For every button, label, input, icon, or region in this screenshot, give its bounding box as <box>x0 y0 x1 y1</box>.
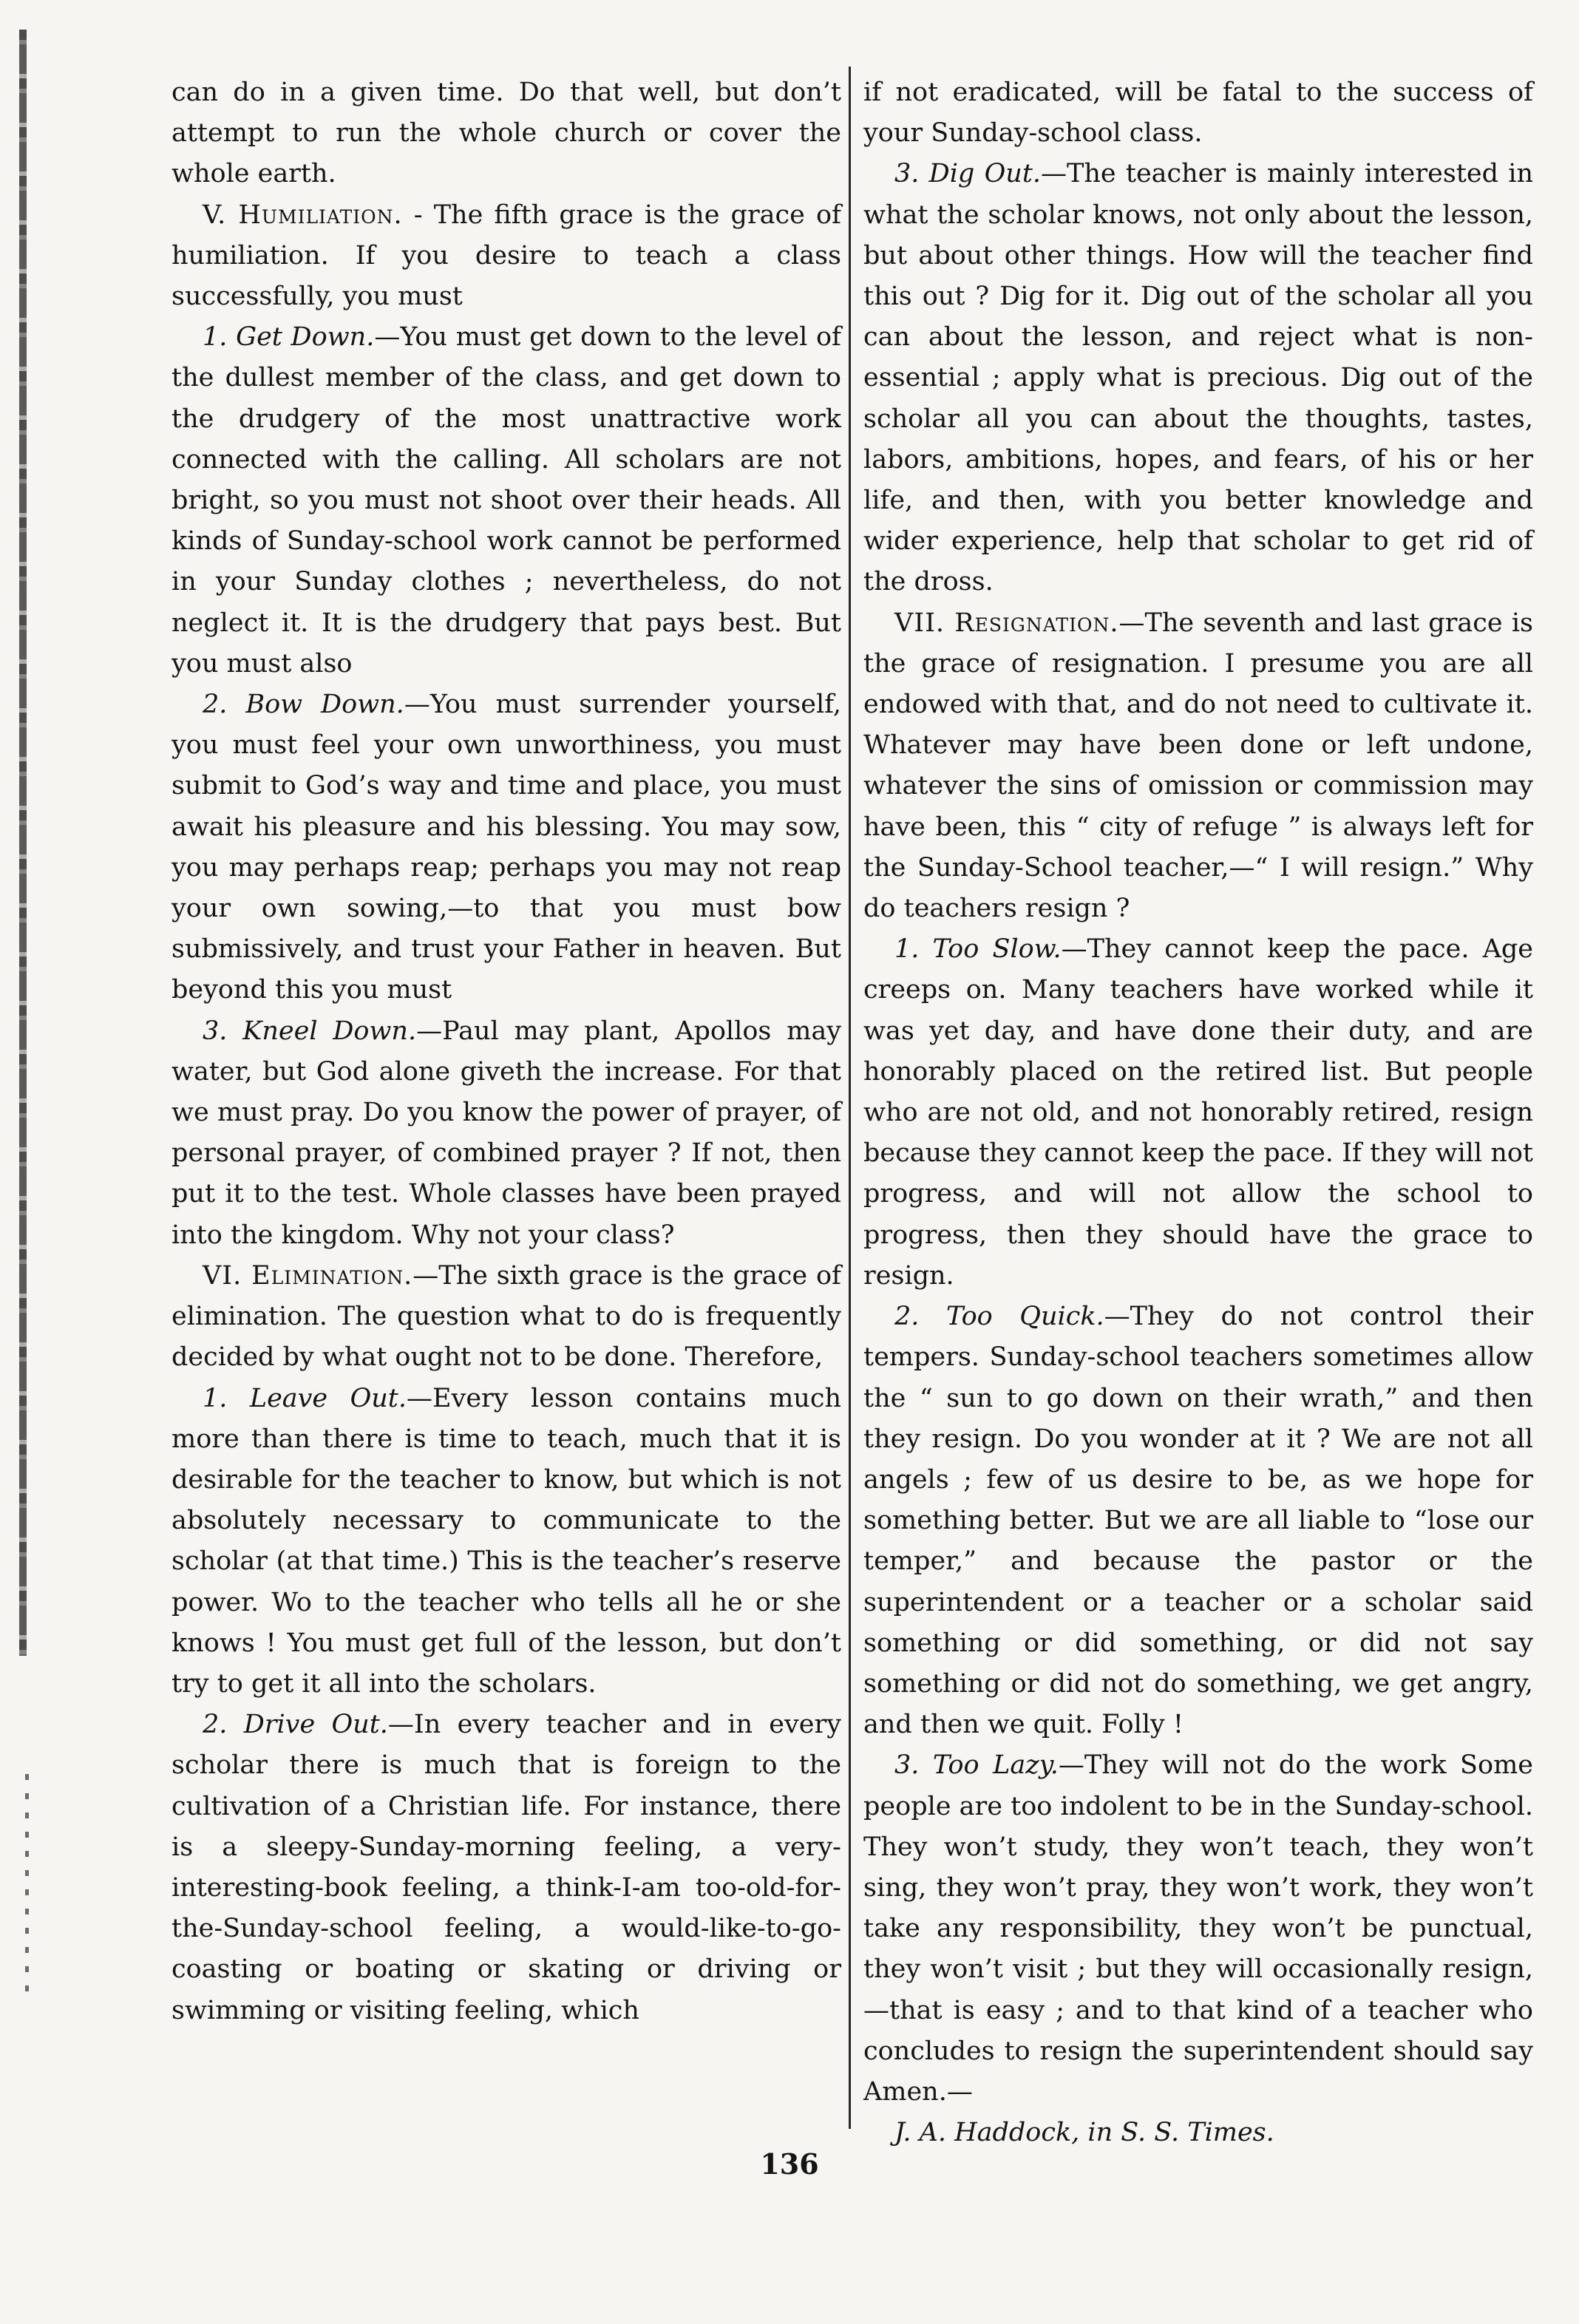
binding-edge-lower <box>25 1774 29 1996</box>
section-paragraph <box>172 1256 841 1379</box>
section-heading: V. Humiliation. <box>203 200 403 230</box>
attribution: J. A. Haddock, in S. S. Times. <box>894 2118 1274 2148</box>
paragraph-text: —They cannot keep the pace. Age creeps on. Many teachers have worked while it was yet day, and have done their duty, and are honorably placed on the retired list. But people who are not old, and not honorably retired, resign because they cannot keep the pace. If they will not progress, and will not allow the school to progress, then they should have the grace to resign. <box>863 934 1534 1291</box>
binding-edge <box>19 30 27 1656</box>
item-heading: 1. Get Down. <box>203 322 375 353</box>
item-heading: 3. Dig Out. <box>894 159 1042 189</box>
item-paragraph <box>172 684 841 1011</box>
item-paragraph <box>863 1297 1533 1745</box>
column-rule <box>849 67 851 2129</box>
section-heading: VI. Elimination. <box>203 1260 413 1291</box>
item-paragraph <box>863 929 1533 1297</box>
paragraph-text: —The teacher is mainly interested in what the scholar knows, not only about the lesson, but about other things. How will the teacher find this out ? Dig for it. Dig out of the scholar all you can about the lesson, and reject what is non-essential ; apply what is precious. Dig out of the scholar all you can about the thoughts, tastes, labors, ambitions, hopes, and fears, of his or her life, and then, with you better knowledge and wider experience, help that scholar to get rid of the dross. <box>863 159 1533 597</box>
paragraph-text: —You must surrender yourself, you must feel your own unworthiness, you must submit to God’s way and time and place, you must await his pleasure and his blessing. You may sow, you may perhaps reap; perhaps you may not reap your own sowing,—to that you must bow submissively, and trust your Father in heaven. But beyond this you must <box>172 690 841 1005</box>
paragraph-text: —The sixth grace is the grace of elimination. The question what to do is frequently decided by what ought not to be done. Therefore, <box>172 1260 841 1373</box>
paragraph-text: —They will not do the work Some people are too indolent to be in the Sunday-school. They won’t study, they won’t teach, they won’t sing, they won’t pray, they won’t work, they won’t take any responsibility, they won’t be punctual, they won’t visit ; but they will occasionally resign,—that is easy ; and to that kind of a teacher who concludes to resign the superintendent should say Amen.— <box>863 1750 1534 2107</box>
item-paragraph <box>863 154 1533 602</box>
paragraph-text: - The fifth grace is the grace of humiliation. If you desire to teach a class successfully, you must <box>172 200 841 312</box>
paragraph-text: —They do not control their tempers. Sunday-school teachers sometimes allow the “ sun to go down on their wrath,” and then they resign. Do you wonder at it ? We are not all angels ; few of us desire to be, as we hope for something better. But we are all liable to “lose our temper,” and because the pastor or the superintendent or a teacher or a scholar said something or did something, or did not say something or did not do something, we get angry, and then we quit. Folly ! <box>863 1302 1533 1740</box>
item-heading: 2. Drive Out. <box>203 1710 388 1740</box>
section-paragraph <box>863 603 1533 930</box>
item-paragraph <box>172 1705 841 2031</box>
page-number: 136 <box>760 2147 819 2181</box>
section-heading: VII. Resignation. <box>894 608 1119 638</box>
item-paragraph <box>172 1011 841 1256</box>
paragraph-text: —You must get down to the level of the dullest member of the class, and get down to the drudgery of the most unattractive work connected with the calling. All scholars are not bright, so you must not shoot over their heads. All kinds of Sunday-school work cannot be performed in your Sunday clothes ; nevertheless, do not neglect it. It is the drudgery that pays best. But you must also <box>172 322 841 679</box>
right-column <box>863 72 1533 2153</box>
paragraph-text: —Every lesson contains much more than there is time to teach, much that it is desirable for the teacher to know, but which is not absolutely necessary to communicate to the scholar (at that time.) This is the teacher’s reserve power. Wo to the teacher who tells all he or she knows ! You must get full of the lesson, but don’t try to get it all into the scholars. <box>172 1383 841 1699</box>
paragraph-text: —The seventh and last grace is the grace of resignation. I presume you are all endowed with that, and do not need to cultivate it. Whatever may have been done or left undone, whatever the sins of omission or commission may have been, this “ city of refuge ” is always left for the Sunday-School teacher,—“ I will resign.” Why do teachers resign ? <box>863 608 1533 924</box>
paragraph-continued: if not eradicated, will be fatal to the success of your Sunday-school class. <box>863 78 1533 149</box>
item-heading: 1. Leave Out. <box>203 1383 407 1413</box>
item-paragraph <box>172 317 841 684</box>
item-paragraph <box>863 1745 1533 2113</box>
item-paragraph <box>172 1379 841 1705</box>
item-heading: 1. Too Slow. <box>894 934 1062 965</box>
paragraph-text: —Paul may plant, Apollos may water, but God alone giveth the increase. For that we must pray. Do you know the power of prayer, of personal prayer, of combined prayer ? If not, then put it to the test. Whole classes have been prayed into the kingdom. Why not your class? <box>172 1016 841 1250</box>
paragraph-text: —In every teacher and in every scholar there is much that is foreign to the cultivation of a Christian life. For instance, there is a sleepy-Sunday-morning feeling, a very-interesting-book feeling, a think-I-am too-old-for-the-Sunday-school feeling, a would-like-to-go-coasting or boating or skating or driving or swimming or visiting feeling, which <box>172 1710 841 2025</box>
paragraph-continued: can do in a given time. Do that well, but don’t attempt to run the whole church or cover the whole earth. <box>172 78 841 189</box>
item-heading: 3. Too Lazy. <box>894 1750 1059 1781</box>
item-heading: 3. Kneel Down. <box>203 1016 417 1046</box>
item-heading: 2. Too Quick. <box>894 1302 1104 1332</box>
section-paragraph <box>172 195 841 318</box>
left-column <box>172 72 841 2031</box>
item-heading: 2. Bow Down. <box>203 690 404 720</box>
